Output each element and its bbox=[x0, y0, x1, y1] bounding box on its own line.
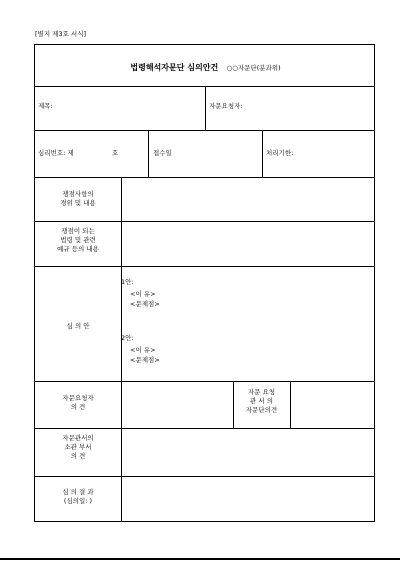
responsible-department-label: 자문관서의 소관 부서 의 견 bbox=[62, 434, 94, 460]
form-title-sub: ○○자문단(분과위) bbox=[226, 64, 281, 72]
deliberation-result-label: 심 의 결 과 (심의일: ) bbox=[62, 488, 94, 505]
row-divider bbox=[35, 221, 374, 222]
issue-background-label: 쟁점사항의 경위 및 내용 bbox=[60, 190, 96, 207]
row-divider bbox=[35, 381, 374, 382]
deliberation-form-table bbox=[34, 44, 375, 522]
row-divider bbox=[35, 266, 374, 267]
row-divider bbox=[35, 177, 374, 178]
proposal-option-1-issues: <문제점> bbox=[130, 300, 160, 308]
review-number-suffix: 호 bbox=[112, 149, 119, 157]
proposal-option-2-issues: <문제점> bbox=[130, 356, 160, 364]
proposal-option-2-reason: <이 유> bbox=[130, 346, 156, 354]
column-divider bbox=[262, 130, 263, 177]
proposal-label: 심 의 안 bbox=[66, 322, 90, 330]
form-title bbox=[35, 63, 376, 74]
review-number-label: 심리번호: 제 bbox=[38, 149, 74, 157]
deadline-label: 처리기한: bbox=[266, 149, 294, 157]
column-divider bbox=[290, 381, 291, 428]
proposal-option-2: 2안: bbox=[121, 334, 134, 342]
form-title-main: 법령해석자문단 심의안건 bbox=[130, 63, 219, 72]
proposal-option-1-reason: <이 유> bbox=[130, 290, 156, 298]
column-divider bbox=[148, 130, 149, 177]
received-date-label: 접수일 bbox=[153, 149, 172, 157]
form-number-label: [별지 제3호 서식] bbox=[35, 30, 87, 38]
page-bottom-rule bbox=[0, 558, 400, 560]
department-opinion-label: 자문 요청 관 서 의 자문단의견 bbox=[245, 388, 278, 414]
column-divider bbox=[205, 86, 206, 130]
row-divider bbox=[35, 476, 374, 477]
related-laws-label: 쟁점이 되는 법령 및 관련 예규 등의 내용 bbox=[57, 227, 99, 253]
row-divider bbox=[35, 428, 374, 429]
proposal-option-1: 1안: bbox=[121, 278, 134, 286]
subject-label: 제목: bbox=[38, 102, 53, 110]
label-column-divider bbox=[121, 177, 122, 522]
requester-label: 자문요청자: bbox=[209, 102, 243, 110]
row-divider bbox=[35, 130, 374, 131]
requester-opinion-label: 자문요청자 의 견 bbox=[62, 394, 94, 411]
